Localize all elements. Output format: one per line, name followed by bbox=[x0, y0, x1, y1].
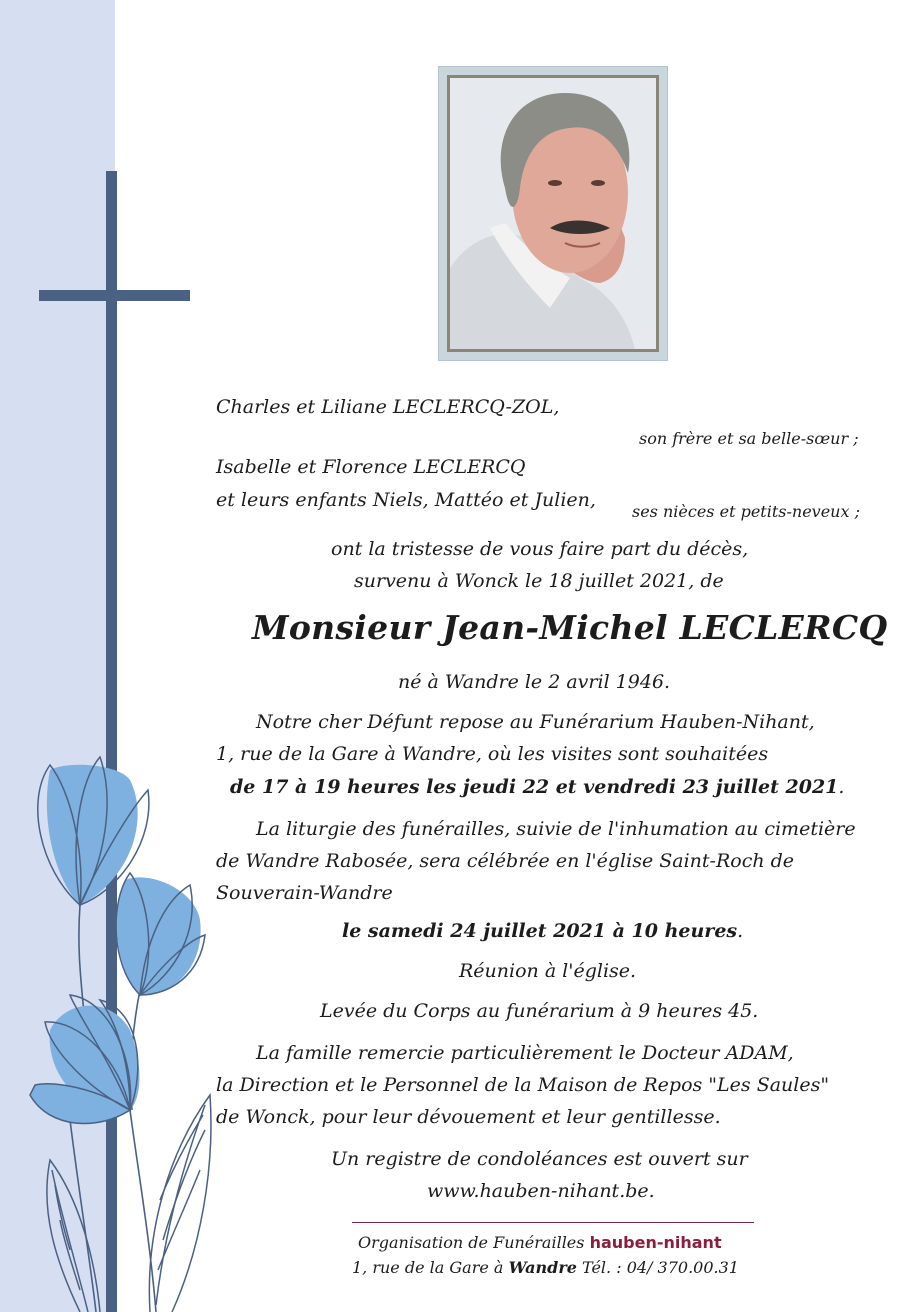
registry-line-1: Un registre de condoléances est ouvert sur bbox=[331, 1148, 748, 1170]
liturgy-line-3: Souverain-Wandre bbox=[216, 882, 393, 904]
relatives-line-3: et leurs enfants Niels, Mattéo et Julien, bbox=[216, 489, 596, 511]
registry-website[interactable]: www.hauben-nihant.be. bbox=[427, 1180, 655, 1202]
relatives-line-1: Charles et Liliane LECLERCQ-ZOL, bbox=[216, 396, 560, 418]
liturgy-date-text: le samedi 24 juillet 2021 à 10 heures bbox=[342, 920, 738, 942]
brand-logo: hauben-nihant bbox=[589, 1233, 722, 1252]
footer-organisation bbox=[358, 1233, 722, 1252]
visits-line-2: 1, rue de la Gare à Wandre, où les visites sont souhaitées bbox=[216, 743, 769, 765]
announcement-line-1: ont la tristesse de vous faire part du décès, bbox=[331, 538, 749, 560]
announcement-line-2: survenu à Wonck le 18 juillet 2021, de bbox=[354, 570, 724, 592]
leaf-left-icon bbox=[47, 1160, 100, 1312]
relation-nieces: ses nièces et petits-neveux ; bbox=[632, 502, 860, 521]
liturgy-date-end: . bbox=[737, 920, 744, 942]
footer-address-prefix: 1, rue de la Gare à bbox=[352, 1258, 504, 1277]
visits-schedule-end: . bbox=[838, 776, 845, 798]
liturgy-line-2: de Wandre Rabosée, sera célébrée en l'église Saint-Roch de bbox=[216, 850, 795, 872]
thanks-line-1: La famille remercie particulièrement le Docteur ADAM, bbox=[256, 1042, 794, 1064]
liturgy-date bbox=[342, 920, 743, 942]
footer-phone: Tél. : 04/ 370.00.31 bbox=[582, 1258, 739, 1277]
footer-org-label: Organisation de Funérailles bbox=[358, 1233, 585, 1252]
thanks-line-3: de Wonck, pour leur dévouement et leur gentillesse. bbox=[216, 1106, 721, 1128]
cross-icon bbox=[39, 171, 190, 1312]
visits-schedule bbox=[230, 776, 844, 798]
tulip-middle-icon bbox=[116, 873, 205, 995]
visits-line-1: Notre cher Défunt repose au Funérarium Hauben-Nihant, bbox=[256, 711, 815, 733]
portrait-photo bbox=[447, 75, 659, 352]
liturgy-line-1: La liturgie des funérailles, suivie de l'inhumation au cimetière bbox=[256, 818, 856, 840]
footer-divider bbox=[352, 1222, 754, 1223]
levee-info: Levée du Corps au funérarium à 9 heures 45. bbox=[320, 1000, 759, 1022]
footer-address-city: Wandre bbox=[508, 1258, 577, 1277]
relation-sibling: son frère et sa belle-sœur ; bbox=[639, 429, 859, 448]
leaf-right-icon bbox=[149, 1095, 211, 1312]
birth-info: né à Wandre le 2 avril 1946. bbox=[398, 671, 671, 693]
meeting-info: Réunion à l'église. bbox=[459, 960, 637, 982]
deceased-name: Monsieur Jean-Michel LECLERCQ bbox=[252, 608, 888, 647]
visits-schedule-text: de 17 à 19 heures les jeudi 22 et vendredi 23 juillet 2021 bbox=[230, 776, 839, 798]
portrait-image bbox=[450, 78, 656, 349]
tulip-bottom-icon bbox=[30, 995, 139, 1124]
portrait-frame bbox=[438, 66, 668, 361]
relatives-line-2: Isabelle et Florence LECLERCQ bbox=[216, 456, 526, 478]
footer-address bbox=[352, 1258, 739, 1277]
thanks-line-2: la Direction et le Personnel de la Maison de Repos "Les Saules" bbox=[216, 1074, 830, 1096]
